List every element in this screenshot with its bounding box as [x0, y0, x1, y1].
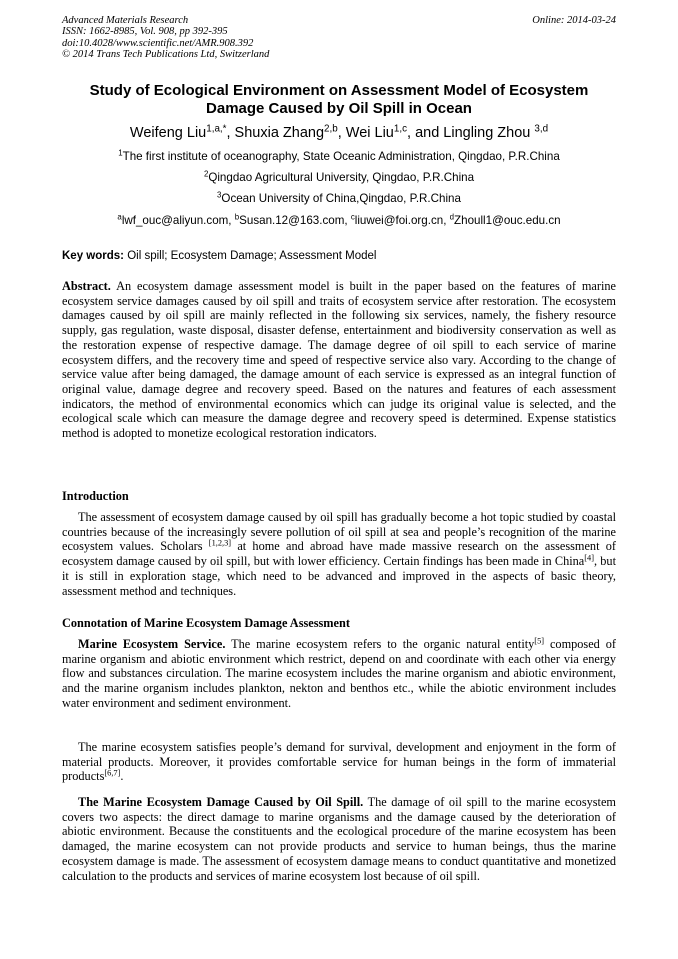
- paragraph-text: .: [120, 769, 124, 784]
- affiliation-mark: 1: [118, 148, 123, 158]
- abstract-label: Abstract.: [62, 279, 111, 293]
- introduction-paragraph: [62, 510, 616, 598]
- author-name: Lingling Zhou: [443, 125, 535, 141]
- affiliation-text: The first institute of oceanography, State Oceanic Administration, Qingdao, P.R.China: [122, 150, 560, 163]
- keywords: [62, 249, 616, 263]
- title-line-1: Study of Ecological Environment on Assessment Model of Ecosystem: [89, 82, 589, 99]
- author-affiliation-mark: 3,d: [534, 123, 549, 135]
- affiliation-mark: 3: [217, 190, 222, 200]
- citation: [1,2,3]: [208, 538, 232, 548]
- subsection-label: Marine Ecosystem Service.: [78, 637, 226, 651]
- paper-title: [50, 82, 628, 118]
- citation: [6,7]: [104, 768, 121, 778]
- paragraph-text: The assessment of ecosystem damage caused by oil spill has gradually become a hot topic studied by coastal countries because of the increasingly severe pollution of oil spill at sea and people’s recognition of the marine ecosystem values. Scholars: [62, 510, 616, 554]
- doi-line: doi:10.4028/www.scientific.net/AMR.908.392: [62, 37, 254, 49]
- author-affiliation-mark: 1,a,*: [206, 123, 227, 135]
- paragraph-text: composed of marine organism and abiotic environment which restrict, depend on and coordinate with each other via energy flow and substances circulation. The marine ecosystem includes the marine organism and abiotic environment, and the marine organism includes plankton, nekton and benthos etc., while the abiotic environment includes water environment and sediment environment.: [62, 637, 616, 710]
- author-name: Weifeng Liu: [129, 125, 207, 141]
- email-address: lwf_ouc@aliyun.com,: [121, 214, 235, 227]
- marine-ecosystem-service-paragraph: [62, 637, 616, 711]
- email-mark: d: [449, 212, 455, 222]
- ecosystem-demand-paragraph: [62, 740, 616, 784]
- email-mark: c: [350, 212, 355, 222]
- affiliation-mark: 2: [203, 169, 209, 179]
- title-line-2: Damage Caused by Oil Spill in Ocean: [206, 100, 472, 117]
- paragraph-text: The marine ecosystem refers to the organic natural entity: [225, 637, 535, 651]
- affiliation-2: [40, 171, 638, 185]
- paragraph-text: , but it is still in exploration stage, which need to be advanced and improved in the aspects of basic theory, assessment method and techniques.: [62, 554, 616, 598]
- oil-spill-damage-paragraph: [62, 795, 616, 883]
- keywords-label: Key words:: [62, 250, 124, 262]
- subsection-label: The Marine Ecosystem Damage Caused by Oil Spill.: [78, 795, 364, 809]
- paragraph-text: The damage of oil spill to the marine ecosystem covers two aspects: the direct damage to marine organisms and the damage caused by the deterioration of abiotic environment. Because the constituents and the ecological procedure of the marine ecosystem has been damaged, the marine ecosystem can not provide products and service to human beings, thus the marine ecosystem damage is made. The assessment of ecosystem damage means to conduct quantitative and monetized calculation to the products and services of marine ecosystem lost because of oil spill.: [62, 795, 616, 883]
- abstract: [62, 279, 616, 441]
- author-separator: , and: [407, 125, 444, 141]
- email-mark: a: [117, 212, 122, 222]
- author-separator: ,: [337, 125, 346, 141]
- email-address: liuwei@foi.org.cn,: [354, 214, 450, 227]
- paragraph-text: at home and abroad have made massive research on the assessment of ecosystem damage caused by oil spill, but with lower efficiency. Certain findings has been made in China: [62, 539, 616, 569]
- author-name: Wei Liu: [345, 125, 394, 141]
- section-heading-introduction: Introduction: [62, 489, 129, 503]
- journal-header: [62, 15, 616, 61]
- author-affiliation-mark: 2,b: [324, 123, 338, 135]
- affiliation-1: [40, 150, 638, 164]
- affiliation-text: Ocean University of China,Qingdao, P.R.China: [221, 192, 461, 205]
- author-list: [40, 124, 638, 142]
- keywords-text: Oil spill; Ecosystem Damage; Assessment Model: [124, 250, 377, 262]
- section-heading-connotation: Connotation of Marine Ecosystem Damage Assessment: [62, 616, 350, 630]
- citation: [5]: [534, 636, 545, 646]
- author-affiliation-mark: 1,c: [393, 123, 408, 135]
- email-address: Susan.12@163.com,: [239, 214, 351, 227]
- journal-name: Advanced Materials Research: [62, 15, 189, 26]
- paragraph-text: The marine ecosystem satisfies people’s demand for survival, development and enjoyment in the form of material products. Moreover, it provides comfortable service for human beings in the form of immaterial products: [62, 740, 616, 784]
- issn-line: ISSN: 1662-8985, Vol. 908, pp 392-395: [62, 26, 228, 38]
- copyright-line: © 2014 Trans Tech Publications Ltd, Switzerland: [62, 49, 270, 61]
- affiliation-3: [40, 192, 638, 206]
- author-name: Shuxia Zhang: [234, 125, 325, 141]
- abstract-text: An ecosystem damage assessment model is built in the paper based on the features of marine ecosystem service damages caused by oil spill and traits of ecosystem service after restoration. The ecosystem damages caused by oil spill are mainly reflected in the following six services, namely, the fishery resource supply, gas regulation, waste disposal, disaster defense, entertainment and biodiversity conservation as well as the restoration expense of respective damage. The damage degree of oil spill to each service of marine ecosystem differs, and the recovery time and speed of respective service also vary. According to the change of service value after being damaged, the damage amount of each service is expressed as an integral function of original value, damage degree and recovery speed. Based on the natures and features of each assessment indicators, the method of environmental economics which can judge its original value is selected, and the ecological scale which can measure the damage degree and recovery speed is determined. Expense statistics method is adopted to monetize ecological restoration indicators.: [62, 279, 616, 441]
- affiliation-text: Qingdao Agricultural University, Qingdao, P.R.China: [208, 171, 475, 184]
- email-list: [40, 214, 638, 228]
- author-separator: ,: [226, 125, 235, 141]
- email-mark: b: [234, 212, 240, 222]
- online-date: Online: 2014-03-24: [532, 15, 616, 26]
- citation: [4]: [584, 553, 594, 563]
- email-address: Zhoull1@ouc.edu.cn: [454, 214, 561, 227]
